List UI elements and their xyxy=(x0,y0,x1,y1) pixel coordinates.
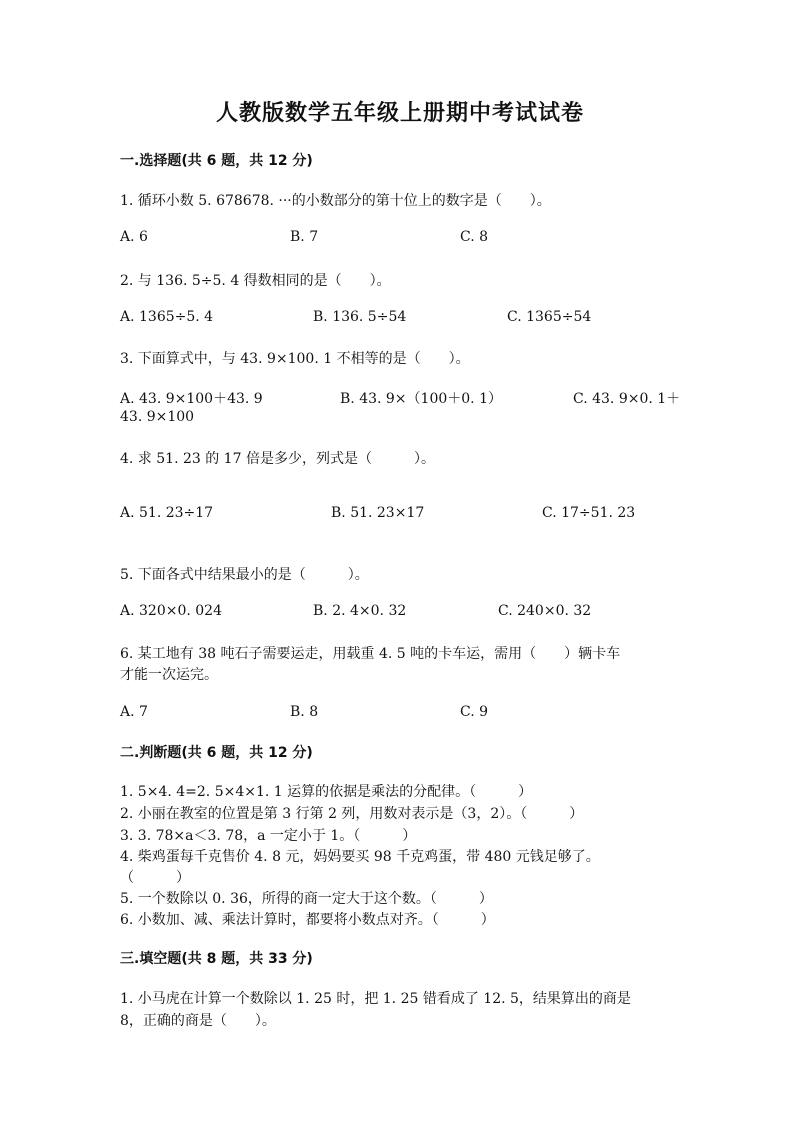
question-stem: 6. 某工地有 38 吨石子需要运走，用载重 4. 5 吨的卡车运，需用（ ）辆卡车 xyxy=(120,646,621,662)
option-b: B. 8 xyxy=(290,704,319,720)
section-heading-choice: 一.选择题(共 6 题，共 12 分) xyxy=(120,153,313,169)
option-a: A. 43. 9×100＋43. 9 xyxy=(120,391,263,407)
question-stem-continued: 才能一次运完。 xyxy=(120,667,218,683)
question-stem: 2. 与 136. 5÷5. 4 得数相同的是（ ）。 xyxy=(120,273,391,289)
judgment-item: 6. 小数加、减、乘法计算时，都要将小数点对齐。（ ） xyxy=(120,912,495,928)
page-title: 人教版数学五年级上册期中考试试卷 xyxy=(215,101,584,126)
option-a: A. 6 xyxy=(120,229,148,245)
question-stem: 3. 下面算式中，与 43. 9×100. 1 不相等的是（ ）。 xyxy=(120,351,470,367)
question-stem-continued: 8，正确的商是（ ）。 xyxy=(120,1013,276,1029)
question-stem: 1. 小马虎在计算一个数除以 1. 25 时，把 1. 25 错看成了 12. 5，结果算出的商是 xyxy=(120,991,631,1007)
judgment-item-answer-blank: （ ） xyxy=(120,870,190,886)
option-c: C. 43. 9×0. 1＋ xyxy=(573,391,681,407)
option-c: C. 9 xyxy=(460,704,489,720)
option-c: C. 1365÷54 xyxy=(507,309,592,325)
judgment-item: 5. 一个数除以 0. 36，所得的商一定大于这个数。（ ） xyxy=(120,891,493,907)
option-c: C. 240×0. 32 xyxy=(498,603,592,619)
option-c: C. 8 xyxy=(460,229,489,245)
option-c-continued: 43. 9×100 xyxy=(120,409,195,425)
option-a: A. 51. 23÷17 xyxy=(120,505,214,521)
judgment-item: 1. 5×4. 4=2. 5×4×1. 1 运算的依据是乘法的分配律。（ ） xyxy=(120,784,533,800)
section-heading-fill-blank: 三.填空题(共 8 题，共 33 分) xyxy=(120,951,313,967)
option-c: C. 17÷51. 23 xyxy=(542,505,636,521)
option-b: B. 7 xyxy=(290,229,319,245)
option-b: B. 136. 5÷54 xyxy=(313,309,407,325)
judgment-item: 3. 3. 78×a＜3. 78，a 一定小于 1。（ ） xyxy=(120,828,417,844)
question-stem: 1. 循环小数 5. 678678. ···的小数部分的第十位上的数字是（ ）。 xyxy=(120,193,551,209)
section-heading-judgment: 二.判断题(共 6 题，共 12 分) xyxy=(120,745,313,761)
option-a: A. 1365÷5. 4 xyxy=(120,309,214,325)
question-stem: 4. 求 51. 23 的 17 倍是多少，列式是（ ）。 xyxy=(120,451,435,467)
option-b: B. 43. 9×（100＋0. 1） xyxy=(340,391,502,407)
judgment-item: 4. 柴鸡蛋每千克售价 4. 8 元，妈妈要买 98 千克鸡蛋，带 480 元钱足够了。 xyxy=(120,849,600,865)
option-b: B. 2. 4×0. 32 xyxy=(313,603,407,619)
option-a: A. 7 xyxy=(120,704,148,720)
option-a: A. 320×0. 024 xyxy=(120,603,222,619)
judgment-item: 2. 小丽在教室的位置是第 3 行第 2 列，用数对表示是（3，2）。（ ） xyxy=(120,806,584,822)
question-stem: 5. 下面各式中结果最小的是（ ）。 xyxy=(120,567,369,583)
option-b: B. 51. 23×17 xyxy=(331,505,425,521)
